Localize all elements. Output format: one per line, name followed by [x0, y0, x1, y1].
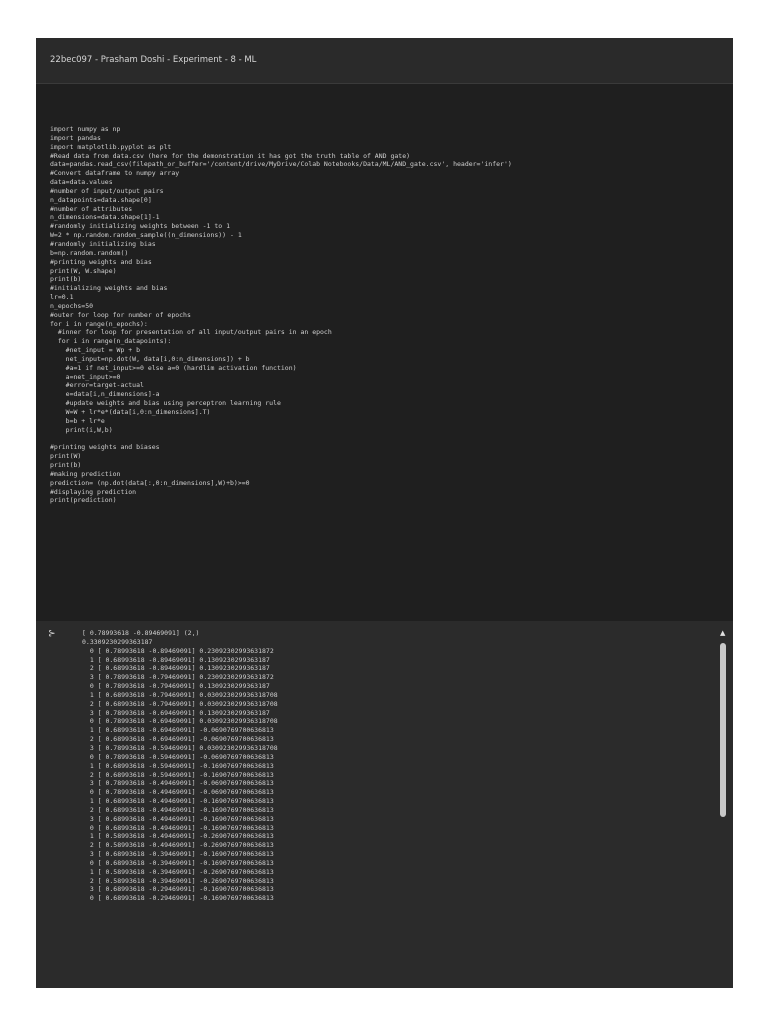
code-line: import matplotlib.pyplot as plt — [50, 142, 172, 151]
output-line: 1 [ 0.68993618 -0.49469091] -0.1690769700636813 — [82, 797, 274, 806]
code-line: print(prediction) — [50, 496, 117, 505]
code-line: b=b + lr*e — [50, 416, 105, 425]
output-toggle-icon[interactable]: ⊱ — [48, 629, 56, 639]
code-line: #number of attributes — [50, 204, 133, 213]
code-line: print(b) — [50, 461, 82, 470]
code-line: net_input=np.dot(W, data[i,0:n_dimensions]) + b — [50, 354, 250, 363]
code-line: #outer for loop for number of epochs — [50, 310, 191, 319]
code-line: a=net_input>=0 — [50, 372, 121, 381]
code-line: #printing weights and biases — [50, 443, 160, 452]
output-line: 0 [ 0.68993618 -0.39469091] -0.1690769700636813 — [82, 858, 274, 867]
code-line: #making prediction — [50, 469, 121, 478]
code-line: #net_input = Wp + b — [50, 346, 141, 355]
code-line: import pandas — [50, 133, 101, 142]
code-line: #Convert dataframe to numpy array — [50, 169, 180, 178]
output-line: 1 [ 0.68993618 -0.89469091] 0.1309230299363187 — [82, 655, 270, 664]
code-line: #a=1 if net_input>=0 else a=0 (hardlim activation function) — [50, 363, 297, 372]
code-line: W=2 * np.random.random_sample((n_dimensions)) - 1 — [50, 231, 242, 240]
output-line: 0.3309230299363187 — [82, 637, 153, 646]
output-line: 1 [ 0.68993618 -0.59469091] -0.1690769700636813 — [82, 761, 274, 770]
output-line: 3 [ 0.68993618 -0.39469091] -0.1690769700636813 — [82, 850, 274, 859]
code-line: #inner for loop for presentation of all input/output pairs in an epoch — [50, 328, 332, 337]
output-line: 3 [ 0.78993618 -0.69469091] 0.1309230299363187 — [82, 708, 270, 717]
output-line: 3 [ 0.68993618 -0.29469091] -0.1690769700636813 — [82, 885, 274, 894]
output-line: 0 [ 0.78993618 -0.79469091] 0.1309230299363187 — [82, 682, 270, 691]
output-line: 2 [ 0.68993618 -0.69469091] -0.0690769700636813 — [82, 735, 274, 744]
scrollbar-thumb[interactable] — [720, 643, 726, 817]
code-line: e=data[i,n_dimensions]-a — [50, 390, 160, 399]
scroll-up-icon[interactable]: ▲ — [720, 629, 726, 637]
code-line: data=pandas.read_csv(filepath_or_buffer='/content/drive/MyDrive/Colab Notebooks/Data/ML/AND_gate.csv', header='infer') — [50, 160, 512, 169]
output-line: 2 [ 0.68993618 -0.59469091] -0.1690769700636813 — [82, 770, 274, 779]
output-line: 0 [ 0.68993618 -0.49469091] -0.1690769700636813 — [82, 823, 274, 832]
code-line: #update weights and bias using perceptron learning rule — [50, 399, 281, 408]
code-line: prediction= (np.dot(data[:,0:n_dimensions],W)+b)>=0 — [50, 478, 250, 487]
code-line: print(W) — [50, 452, 82, 461]
code-line: #initializing weights and bias — [50, 284, 168, 293]
output-line: 2 [ 0.58993618 -0.49469091] -0.2690769700636813 — [82, 841, 274, 850]
output-line: 0 [ 0.78993618 -0.89469091] 0.23092302993631872 — [82, 646, 274, 655]
output-area — [36, 621, 733, 988]
code-line: #randomly initializing weights between -1 to 1 — [50, 222, 231, 231]
output-line: 2 [ 0.68993618 -0.49469091] -0.1690769700636813 — [82, 805, 274, 814]
output-line: 1 [ 0.68993618 -0.69469091] -0.0690769700636813 — [82, 726, 274, 735]
code-line: #number of input/output pairs — [50, 186, 164, 195]
code-editor[interactable] — [50, 125, 512, 505]
code-line: data=data.values — [50, 178, 113, 187]
output-line: 3 [ 0.78993618 -0.49469091] -0.0690769700636813 — [82, 779, 274, 788]
output-line: 0 [ 0.78993618 -0.49469091] -0.0690769700636813 — [82, 788, 274, 797]
output-line: 2 [ 0.58993618 -0.39469091] -0.2690769700636813 — [82, 876, 274, 885]
cell-header — [36, 38, 733, 84]
code-line — [50, 435, 512, 444]
output-line: 0 [ 0.78993618 -0.59469091] -0.0690769700636813 — [82, 752, 274, 761]
notebook-cell — [36, 38, 733, 988]
code-line: #Read data from data.csv (here for the demonstration it has got the truth table of AND gate) — [50, 151, 411, 160]
code-line: #displaying prediction — [50, 487, 137, 496]
output-line: 2 [ 0.68993618 -0.89469091] 0.1309230299363187 — [82, 664, 270, 673]
code-line: #error=target-actual — [50, 381, 144, 390]
output-line: 2 [ 0.68993618 -0.79469091] 0.030923029936318708 — [82, 699, 278, 708]
code-line: #randomly initializing bias — [50, 239, 156, 248]
code-line: n_datapoints=data.shape[0] — [50, 195, 152, 204]
output-line: 1 [ 0.68993618 -0.79469091] 0.030923029936318708 — [82, 690, 278, 699]
code-line: for i in range(n_datapoints): — [50, 337, 172, 346]
output-line: 3 [ 0.78993618 -0.79469091] 0.23092302993631872 — [82, 673, 274, 682]
code-line: #printing weights and bias — [50, 257, 152, 266]
code-line: lr=0.1 — [50, 293, 74, 302]
output-line: [ 0.78993618 -0.89469091] (2,) — [82, 629, 200, 637]
output-line: 3 [ 0.68993618 -0.49469091] -0.1690769700636813 — [82, 814, 274, 823]
code-line: n_dimensions=data.shape[1]-1 — [50, 213, 160, 222]
code-line: b=np.random.random() — [50, 248, 129, 257]
code-line: print(b) — [50, 275, 82, 284]
code-line: import numpy as np — [50, 125, 121, 133]
code-line: W=W + lr*e*(data[i,0:n_dimensions].T) — [50, 408, 211, 416]
output-line: 1 [ 0.58993618 -0.49469091] -0.2690769700636813 — [82, 832, 274, 841]
output-line: 0 [ 0.68993618 -0.29469091] -0.1690769700636813 — [82, 894, 274, 903]
output-text — [82, 629, 278, 903]
output-line: 0 [ 0.78993618 -0.69469091] 0.030923029936318708 — [82, 717, 278, 726]
code-line: n_epochs=50 — [50, 301, 94, 310]
output-line: 1 [ 0.58993618 -0.39469091] -0.2690769700636813 — [82, 867, 274, 876]
code-line: print(i,W,b) — [50, 425, 113, 434]
code-line: print(W, W.shape) — [50, 266, 117, 275]
output-scrollbar[interactable] — [719, 629, 729, 984]
page-title: 22bec097 - Prasham Doshi - Experiment - 8 - ML — [50, 55, 257, 65]
output-line: 3 [ 0.78993618 -0.59469091] 0.030923029936318708 — [82, 743, 278, 752]
code-line: for i in range(n_epochs): — [50, 319, 148, 328]
